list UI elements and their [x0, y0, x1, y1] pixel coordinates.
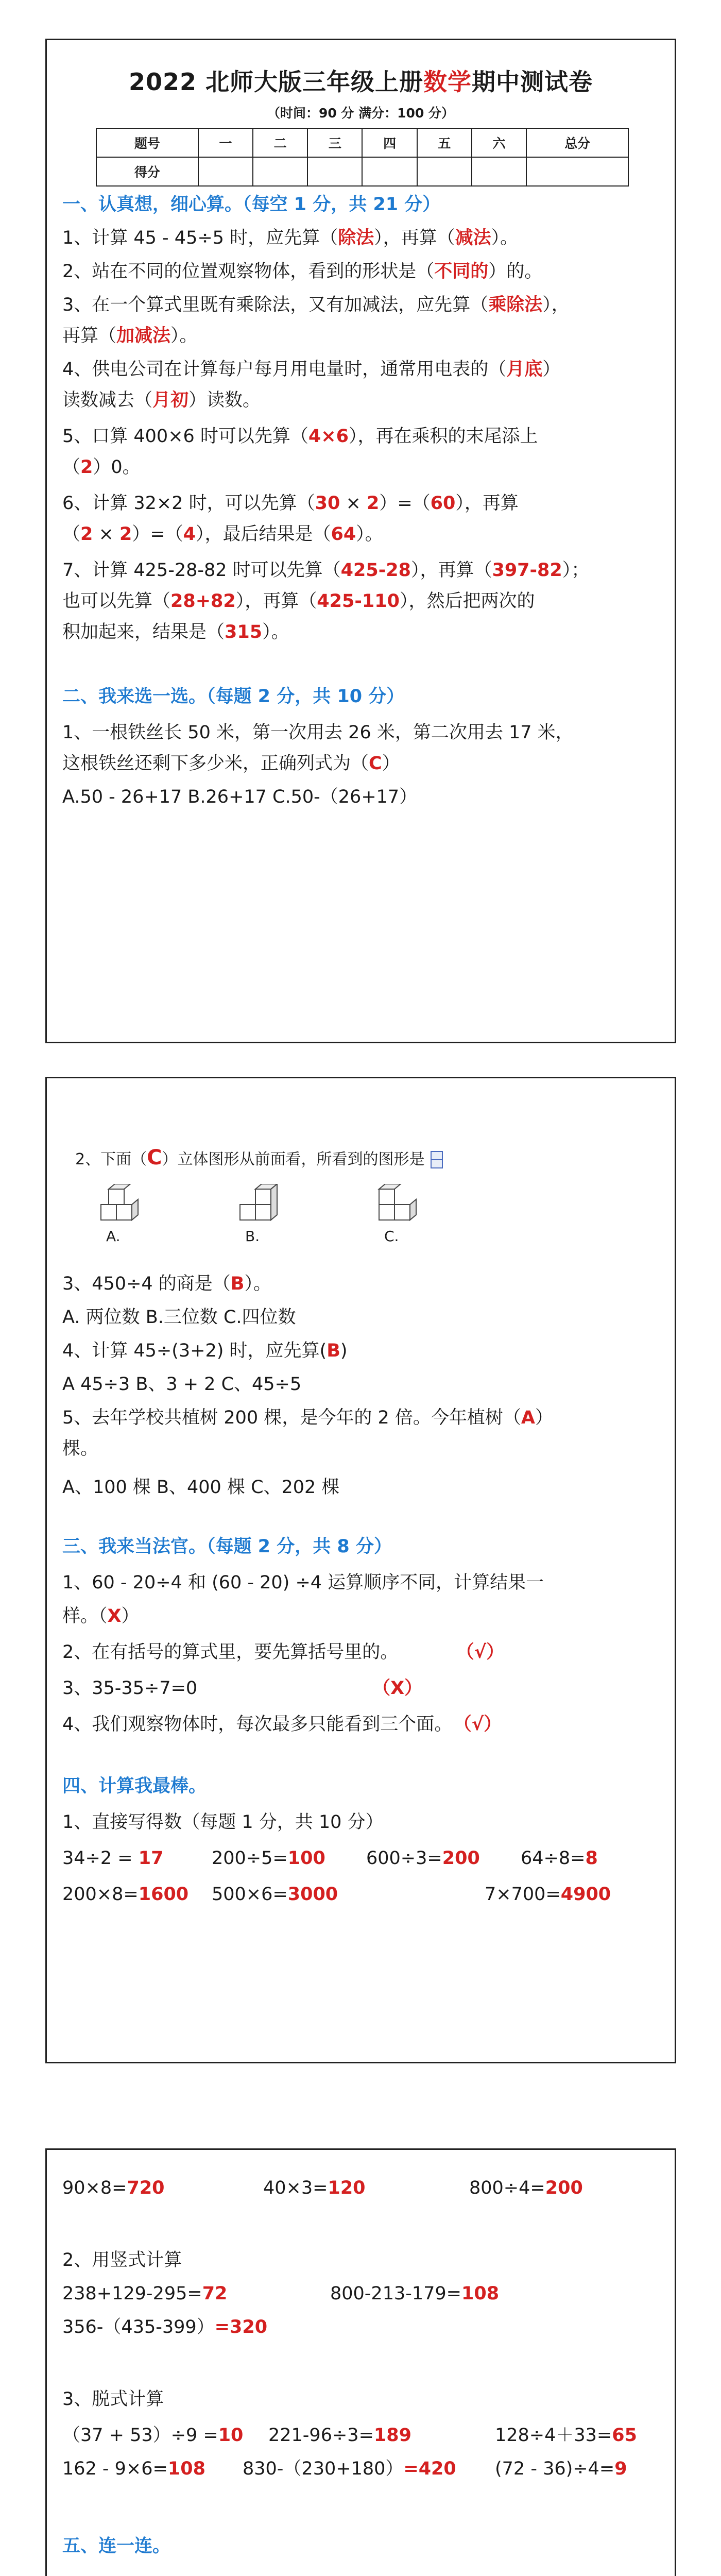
choice-3-options: A. 两位数 B.三位数 C.四位数	[62, 1307, 296, 1328]
option-label-b: B.	[245, 1228, 260, 1245]
table-cell[interactable]	[198, 157, 253, 186]
table-cell: 三	[307, 128, 362, 157]
cube-figure-c	[379, 1184, 416, 1220]
exam-page-2	[45, 1077, 676, 2063]
judge-3: 3、35-35÷7=0 （X）	[62, 1678, 423, 1699]
table-cell[interactable]	[526, 157, 628, 186]
section-heading-1: 一、认真想，细心算。（每空 1 分，共 21 分）	[62, 194, 441, 215]
table-cell[interactable]	[362, 157, 417, 186]
option-label-c: C.	[384, 1228, 399, 1245]
exam-title	[47, 63, 675, 97]
table-cell[interactable]	[472, 157, 526, 186]
answer: （√）	[465, 1642, 505, 1663]
answer: C	[369, 753, 382, 774]
answer: 月初	[152, 390, 189, 411]
table-cell: 四	[362, 128, 417, 157]
question-4: 4、供电公司在计算每户每月用电量时，通常用电表的（月底）	[62, 359, 561, 380]
answer: 2	[80, 457, 93, 478]
choice-2: 2、下面（C）立体图形从前面看，所看到的图形是	[75, 1143, 675, 1175]
table-cell: 得分	[96, 157, 198, 186]
answer: 月底	[506, 359, 543, 380]
section-heading-3: 三、我来当法官。（每题 2 分，共 8 分）	[62, 1536, 392, 1557]
table-cell: 五	[417, 128, 472, 157]
choice-5: 5、去年学校共植树 200 棵，是今年的 2 倍。今年植树（A）	[62, 1408, 553, 1428]
section-heading-5: 五、连一连。	[62, 2536, 171, 2556]
question-5-cont: （2）0。	[62, 457, 141, 478]
choice-5-options: A、100 棵 B、400 棵 C、202 棵	[62, 1477, 340, 1498]
question-7-cont: 也可以先算（28+82），再算（425-110），然后把两次的	[62, 591, 535, 612]
calc-row-2: 200×8=1600 500×6=3000 7×700=4900	[62, 1884, 611, 1905]
title-suffix: 期中测试卷	[472, 68, 593, 96]
calc-intro: 1、直接写得数（每题 1 分，共 10 分）	[62, 1812, 384, 1833]
section-heading-4: 四、计算我最棒。	[62, 1776, 207, 1797]
front-view-icon	[430, 1150, 445, 1171]
exam-subtitle: （时间：90 分 满分：100 分）	[267, 106, 455, 121]
table-cell[interactable]	[417, 157, 472, 186]
vertical-calc-heading: 2、用竖式计算	[62, 2250, 182, 2270]
answer: A	[521, 1408, 535, 1428]
cube-figures	[85, 1184, 497, 1246]
cube-figure-b	[240, 1184, 277, 1220]
answer: （X）	[372, 1678, 423, 1699]
answer: 不同的	[434, 261, 489, 282]
table-cell[interactable]	[253, 157, 307, 186]
question-6-cont: （2 × 2）=（4），最后结果是（64）。	[62, 524, 383, 545]
table-cell: 总分	[526, 128, 628, 157]
score-table-score-row	[96, 157, 628, 186]
question-5: 5、口算 400×6 时可以先算（4×6），再在乘积的末尾添上	[62, 426, 538, 447]
answer: （√）	[462, 1714, 502, 1735]
question-2: 2、站在不同的位置观察物体，看到的形状是（不同的）的。	[62, 261, 543, 282]
answer: 除法	[338, 228, 374, 248]
question-3: 3、在一个算式里既有乘除法，又有加减法，应先算（乘除法），	[62, 295, 570, 315]
answer: B	[230, 1274, 245, 1294]
calc-row-3: 90×8=720 40×3=120 800÷4=200	[62, 2178, 583, 2198]
answer: B	[327, 1341, 340, 1361]
judge-2: 2、在有括号的算式里，要先算括号里的。 （√）	[62, 1642, 505, 1663]
vertical-calc-row-1: 238+129-295=72 800-213-179=108	[62, 2283, 500, 2304]
vertical-calc-row-2: 356-（435-399）=320	[62, 2317, 268, 2337]
choice-5-cont: 棵。	[62, 1438, 99, 1459]
exam-page-1	[45, 39, 676, 1043]
table-cell: 六	[472, 128, 526, 157]
answer: 4×6	[308, 426, 349, 447]
question-1: 1、计算 45 - 45÷5 时，应先算（除法），再算（减法）。	[62, 228, 519, 248]
judge-4: 4、我们观察物体时，每次最多只能看到三个面。 （√）	[62, 1714, 502, 1735]
choice-4-options: A 45÷3 B、3 + 2 C、45÷5	[62, 1374, 302, 1395]
step-calc-heading: 3、脱式计算	[62, 2389, 164, 2410]
answer: 加减法	[116, 326, 171, 346]
score-table-header-row	[96, 128, 628, 157]
exam-page-3	[45, 2148, 676, 2576]
choice-1-options: A.50 - 26+17 B.26+17 C.50-（26+17）	[62, 787, 418, 807]
judge-1-cont: 样。（X）	[62, 1606, 140, 1626]
table-cell: 题号	[96, 128, 198, 157]
score-table	[96, 128, 629, 187]
table-cell: 一	[198, 128, 253, 157]
choice-3: 3、450÷4 的商是（B）。	[62, 1274, 271, 1294]
question-3-cont: 再算（加减法）。	[62, 326, 198, 346]
title-highlight: 数学	[423, 68, 472, 96]
option-label-a: A.	[106, 1228, 121, 1245]
question-6: 6、计算 32×2 时，可以先算（30 × 2）=（60），再算	[62, 493, 519, 514]
choice-1-cont: 这根铁丝还剩下多少米，正确列式为（C）	[62, 753, 400, 774]
answer: C	[147, 1146, 162, 1170]
cube-figure-a	[101, 1184, 138, 1220]
answer: 减法	[455, 228, 491, 248]
step-calc-row-1: （37 + 53）÷9 =10 221-96÷3=189 128÷4＋33=65	[62, 2425, 637, 2446]
choice-1: 1、一根铁丝长 50 米，第一次用去 26 米，第二次用去 17 米，	[62, 722, 574, 743]
question-7: 7、计算 425-28-82 时可以先算（425-28），再算（397-82）；	[62, 560, 590, 581]
judge-1: 1、60 - 20÷4 和 (60 - 20) ÷4 运算顺序不同，计算结果一	[62, 1572, 544, 1593]
choice-4: 4、计算 45÷(3+2) 时，应先算(B)	[62, 1341, 348, 1361]
table-cell[interactable]	[307, 157, 362, 186]
answer: X	[107, 1606, 122, 1626]
question-4-cont: 读数减去（月初）读数。	[62, 390, 261, 411]
answer: 乘除法	[488, 295, 543, 315]
step-calc-row-2: 162 - 9×6=108 830-（230+180）=420 (72 - 36)÷4=9	[62, 2459, 627, 2479]
calc-row-1: 34÷2 = 17 200÷5=100 600÷3=200 64÷8=8	[62, 1848, 598, 1869]
table-cell: 二	[253, 128, 307, 157]
title-prefix: 2022 北师大版三年级上册	[128, 68, 424, 96]
section-heading-2: 二、我来选一选。（每题 2 分，共 10 分）	[62, 686, 405, 707]
question-7-cont2: 积加起来，结果是（315）。	[62, 622, 289, 642]
